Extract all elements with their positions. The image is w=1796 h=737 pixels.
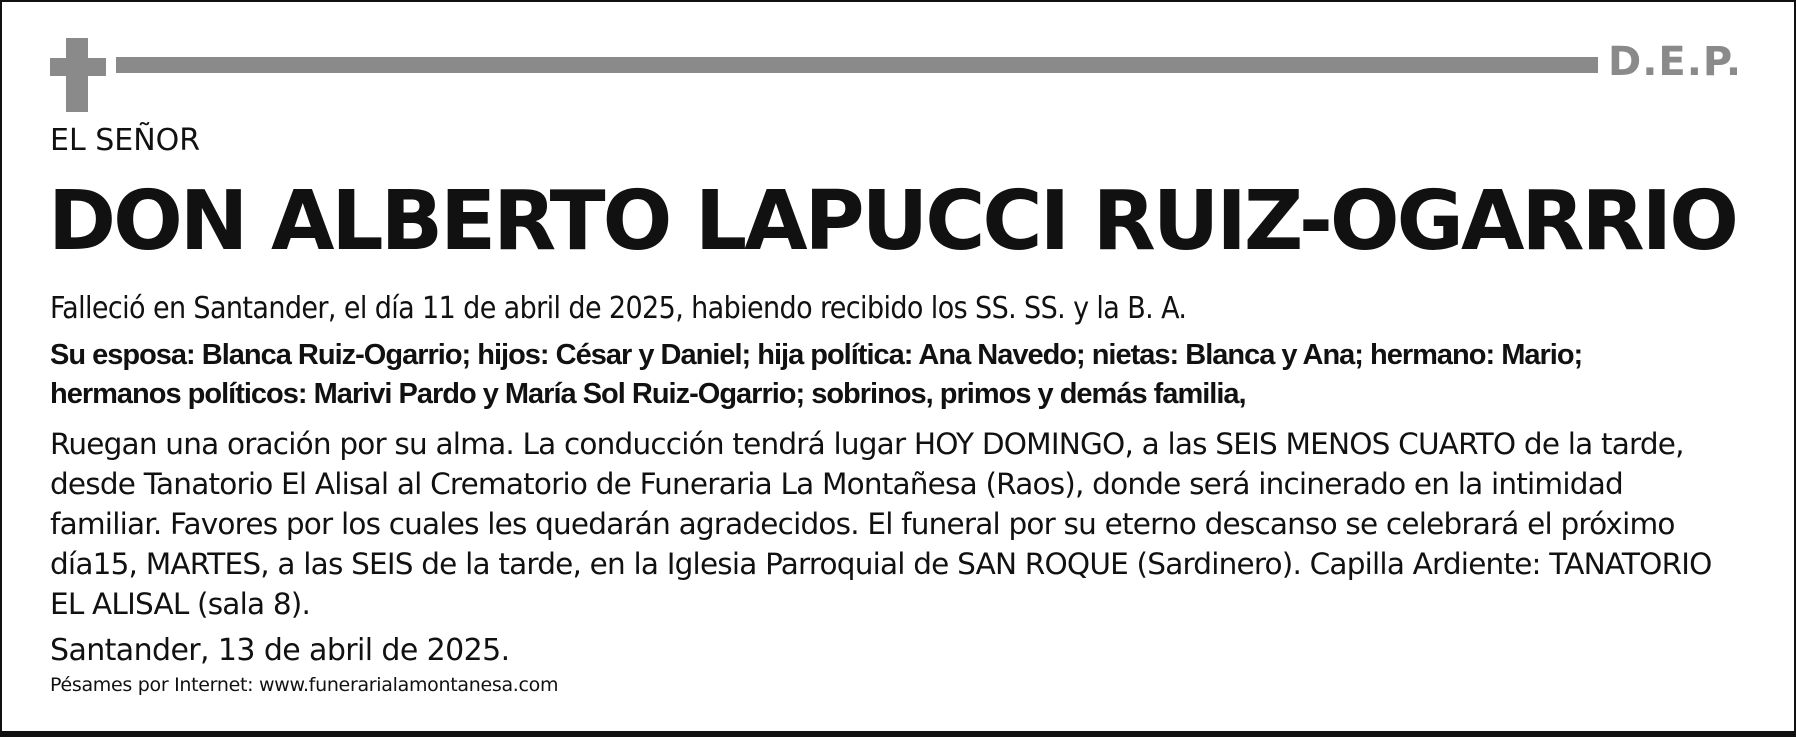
service-line: día15, MARTES, a las SEIS de la tarde, en la Iglesia Parroquial de SAN ROQUE (Sardinero). Capilla Ardiente: TANATORIO [50,547,1712,581]
condolences-web-line: Pésames por Internet: www.funerarialamontanesa.com [50,674,559,696]
service-line: Ruegan una oración por su alma. La conducción tendrá lugar HOY DOMINGO, a las SEIS MENOS CUARTO de la tarde, [50,427,1684,461]
family-list [50,336,1750,414]
cross-icon [50,38,106,112]
death-statement: Falleció en Santander, el día 11 de abril de 2025, habiendo recibido los SS. SS. y la B. A. [50,291,1187,326]
family-line: hermanos políticos: Marivi Pardo y María Sol Ruiz-Ogarrio; sobrinos, primos y demás familia, [50,378,1246,410]
dep-label: D.E.P. [1608,39,1743,85]
service-line: desde Tanatorio El Alisal al Crematorio de Funeraria La Montañesa (Raos), donde será incinerado en la intimidad [50,467,1623,501]
service-line: familiar. Favores por los cuales les quedarán agradecidos. El funeral por su eterno descanso se celebrará el próximo [50,507,1675,541]
title-prefix: EL SEÑOR [50,123,201,158]
family-line: Su esposa: Blanca Ruiz-Ogarrio; hijos: César y Daniel; hija política: Ana Navedo; nietas: Blanca y Ana; hermano: Mario; [50,339,1583,371]
service-line: EL ALISAL (sala 8). [50,587,311,621]
header-rule [116,57,1598,73]
deceased-name: DON ALBERTO LAPUCCI RUIZ-OGARRIO [48,174,1736,269]
place-and-date: Santander, 13 de abril de 2025. [50,633,510,668]
service-details [50,424,1770,624]
